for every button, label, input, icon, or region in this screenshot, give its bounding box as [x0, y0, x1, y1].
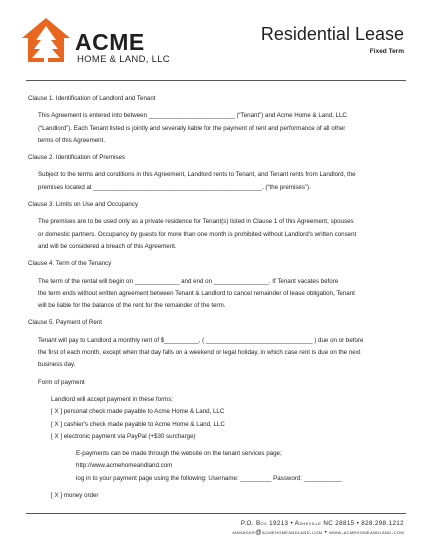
payment-option: [ X ] electronic payment via PayPal (+$30 surcharge) [51, 432, 196, 440]
footer-contact [233, 519, 404, 537]
header-divider [26, 80, 406, 81]
clause-text-line: premises located at _________________________________________________, (“the premises”). [38, 183, 311, 191]
clause-heading: Clause 5. Payment of Rent [28, 319, 102, 327]
lease-body [28, 93, 406, 502]
clause-5 [28, 317, 406, 371]
payment-section [28, 377, 406, 503]
clause-text-line: This Agreement is entered into between _________________________ (“Tenant”) and Acme Home & Land, LLC [38, 112, 347, 120]
clause-text-line: Tenant will pay to Landlord a monthly rent of $__________, ( _______________________________ ) due on or before [38, 336, 364, 344]
epay-url: http://www.acmehomeandland.com [76, 462, 173, 470]
clause-text-line: or domestic partners. Occupancy by guests for more than one month is prohibited without Landlord's written consent [38, 230, 357, 238]
clause-text-line: and will be considered a breach of this Agreement. [38, 242, 177, 250]
clause-text-line: the term ends without written agreement between Tenant & Landlord to cancel remainder of lease obligation, Tenant [38, 289, 355, 297]
clause-4 [28, 258, 406, 312]
clause-3 [28, 199, 406, 253]
document-subtitle: Fixed Term [369, 48, 404, 55]
epay-line: E-payments can be made through the website on the tenant services page; [76, 450, 282, 458]
payment-intro: Landlord will accept payment in these forms: [51, 395, 174, 403]
company-logo [20, 16, 180, 64]
clause-text-line: business day. [38, 361, 76, 369]
clause-1 [28, 93, 406, 147]
footer-web: manager@acmehomeandland.com • www.acmehomeandland.com [232, 529, 404, 536]
clause-text-line: (“Landlord”). Each Tenant listed is jointly and severally liable for the payment of rent and performance of all other [38, 124, 346, 132]
payment-option: [ X ] money order [51, 492, 99, 500]
clause-heading: Clause 3. Limits on Use and Occupancy [28, 201, 139, 209]
payment-option: [ X ] cashier's check made payable to Acme Home & Land, LLC [51, 420, 225, 428]
clause-text-line: The term of the rental will begin on _____________ and end on ________________. If Tenant vacates before [38, 277, 339, 285]
logo-brand-text: ACME [75, 29, 145, 55]
payment-heading: Form of payment [38, 378, 85, 386]
clause-text-line: will be liable for the balance of the rent for the remainder of the term. [38, 302, 226, 310]
footer-address: P.O. Box 19213 • Asheville NC 28815 • 828.298.1212 [240, 520, 404, 527]
house-tree-logo-icon [20, 16, 72, 64]
payment-option: [ X ] personal check made payable to Acme Home & Land, LLC [51, 408, 225, 416]
clause-heading: Clause 1. Identification of Landlord and Tenant [28, 95, 156, 102]
clause-2 [28, 152, 406, 194]
clause-text-line: terms of this Agreement. [38, 136, 106, 144]
clause-heading: Clause 2. Identification of Premises [28, 154, 125, 162]
clause-text-line: Subject to the terms and conditions in this Agreement, Landlord rents to Tenant, and Tenant rents from Landlord, the [38, 171, 356, 179]
clause-text-line: The premises are to be used only as a private residence for Tenant(s) listed in Clause 1 of this Agreement, spouses [38, 218, 354, 226]
footer-divider [26, 513, 406, 514]
logo-subtitle-text: HOME & LAND, LLC [77, 54, 170, 65]
clause-heading: Clause 4. Term of the Tenancy [28, 260, 112, 268]
epay-login-line: log in to your payment page using the following: Username: _________ Password: ___________ [76, 474, 342, 482]
clause-text-line: the first of each month, except when that day falls on a weekend or legal holiday, in which case rent is due on the next [38, 349, 361, 357]
document-title: Residential Lease [260, 24, 404, 44]
